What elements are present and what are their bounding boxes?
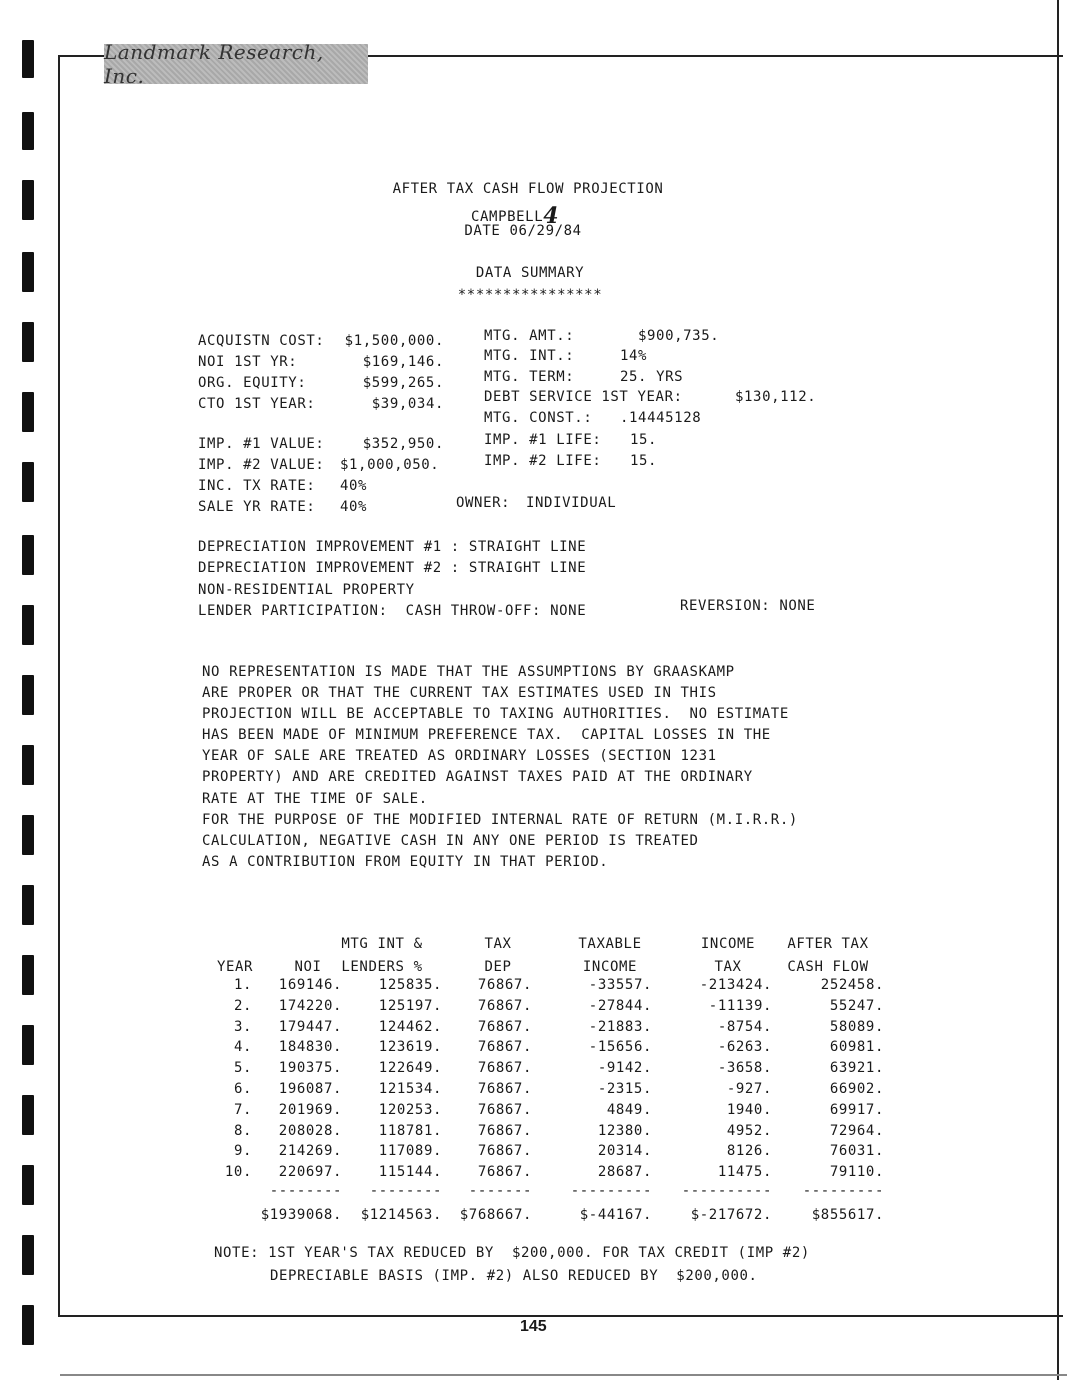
summary-value: 40% [340,478,368,494]
table-total: $-217672. [690,1207,772,1223]
summary-value: $130,112. [735,389,817,405]
summary-label: IMP. #1 VALUE: [198,436,325,452]
tax-note: DEPRECIABLE BASIS (IMP. #2) ALSO REDUCED BY $200,000. [270,1268,758,1284]
tax-note: NOTE: 1ST YEAR'S TAX REDUCED BY $200,000. FOR TAX CREDIT (IMP #2) [214,1245,810,1261]
depreciation-line: DEPRECIATION IMPROVEMENT #1 : STRAIGHT LINE [198,539,587,555]
table-header: LENDERS % [341,959,423,975]
summary-label: MTG. CONST.: [484,410,593,426]
table-cell: 201969. [278,1102,342,1118]
table-cell: 174220. [278,998,342,1014]
table-cell: 58089. [829,1019,884,1035]
table-cell: 2. [233,998,252,1014]
table-cell: 124462. [378,1019,442,1035]
handwritten-mark: 4 [543,203,559,229]
table-cell: 76867. [477,1123,532,1139]
disclaimer-line: CALCULATION, NEGATIVE CASH IN ANY ONE PERIOD IS TREATED [202,833,699,849]
table-total: $768667. [459,1207,532,1223]
table-cell: 125835. [378,977,442,993]
table-cell: 76867. [477,998,532,1014]
table-header: TAXABLE [578,936,642,952]
table-cell: -33557. [588,977,652,993]
table-cell: 76867. [477,977,532,993]
disclaimer-line: PROJECTION WILL BE ACCEPTABLE TO TAXING AUTHORITIES. NO ESTIMATE [202,706,789,722]
table-cell: 169146. [278,977,342,993]
table-cell: 20314. [597,1143,652,1159]
table-header: YEAR [216,959,254,975]
summary-label: DEBT SERVICE 1ST YEAR: [484,389,683,405]
project-name-text: CAMPBELL [471,209,544,225]
table-cell: 76867. [477,1039,532,1055]
table-cell: 1940. [726,1102,772,1118]
disclaimer-line: FOR THE PURPOSE OF THE MODIFIED INTERNAL RATE OF RETURN (M.I.R.R.) [202,812,798,828]
table-cell: 7. [233,1102,252,1118]
table-cell: 123619. [378,1039,442,1055]
table-cell: -21883. [588,1019,652,1035]
table-cell: 63921. [829,1060,884,1076]
summary-label: NOI 1ST YR: [198,354,298,370]
table-cell: -8754. [717,1019,772,1035]
summary-value: 15. [630,453,658,469]
table-header: DEP [484,959,512,975]
table-total: $855617. [811,1207,884,1223]
table-cell: 12380. [597,1123,652,1139]
table-cell: 76867. [477,1081,532,1097]
table-cell: -927. [726,1081,772,1097]
table-cell: -6263. [717,1039,772,1055]
table-separator: -------- [369,1183,442,1199]
table-cell: 8. [233,1123,252,1139]
table-cell: -27844. [588,998,652,1014]
table-cell: -15656. [588,1039,652,1055]
summary-value: $599,265. [362,375,444,391]
table-cell: 196087. [278,1081,342,1097]
table-total: $1939068. [260,1207,342,1223]
summary-value: $1,000,050. [340,457,440,473]
summary-label: MTG. TERM: [484,369,575,385]
table-cell: 11475. [717,1164,772,1180]
table-cell: 8126. [726,1143,772,1159]
table-separator: --------- [570,1183,652,1199]
table-cell: 6. [233,1081,252,1097]
table-cell: 76867. [477,1102,532,1118]
disclaimer-line: RATE AT THE TIME OF SALE. [202,791,428,807]
table-cell: 4952. [726,1123,772,1139]
table-cell: 55247. [829,998,884,1014]
table-cell: 76867. [477,1143,532,1159]
table-cell: 252458. [820,977,884,993]
table-separator: --------- [802,1183,884,1199]
disclaimer-line: ARE PROPER OR THAT THE CURRENT TAX ESTIMATES USED IN THIS [202,685,717,701]
summary-label: ORG. EQUITY: [198,375,307,391]
table-cell: -2315. [597,1081,652,1097]
page-number: 145 [520,1318,547,1335]
table-cell: 10. [224,1164,252,1180]
section-underline: **************** [457,287,603,303]
table-separator: ------- [468,1183,532,1199]
table-cell: 4. [233,1039,252,1055]
summary-label: SALE YR RATE: [198,499,316,515]
summary-value: $39,034. [371,396,444,412]
company-logo: Landmark Research, Inc. [104,44,368,84]
table-header: AFTER TAX [787,936,869,952]
table-cell: 184830. [278,1039,342,1055]
table-cell: 76867. [477,1019,532,1035]
summary-label: CTO 1ST YEAR: [198,396,316,412]
table-cell: 76031. [829,1143,884,1159]
table-cell: 79110. [829,1164,884,1180]
lender-participation: LENDER PARTICIPATION: CASH THROW-OFF: NONE [198,603,587,619]
table-cell: 122649. [378,1060,442,1076]
table-header: CASH FLOW [787,959,869,975]
reversion: REVERSION: NONE [680,598,816,614]
table-cell: 208028. [278,1123,342,1139]
report-title: AFTER TAX CASH FLOW PROJECTION [392,181,664,197]
summary-label: IMP. #1 LIFE: [484,432,602,448]
disclaimer-line: YEAR OF SALE ARE TREATED AS ORDINARY LOSSES (SECTION 1231 [202,748,717,764]
table-cell: 117089. [378,1143,442,1159]
table-cell: 4849. [606,1102,652,1118]
property-type: NON-RESIDENTIAL PROPERTY [198,582,415,598]
summary-value: $169,146. [362,354,444,370]
summary-value: .14445128 [620,410,702,426]
summary-label: MTG. INT.: [484,348,575,364]
summary-value: 14% [620,348,648,364]
disclaimer-line: NO REPRESENTATION IS MADE THAT THE ASSUMPTIONS BY GRAASKAMP [202,664,735,680]
summary-value: $352,950. [362,436,444,452]
table-cell: 60981. [829,1039,884,1055]
table-cell: -213424. [699,977,772,993]
table-header: MTG INT & [341,936,423,952]
table-cell: 5. [233,1060,252,1076]
report-date: DATE 06/29/84 [464,223,582,239]
summary-label: IMP. #2 VALUE: [198,457,325,473]
table-cell: 76867. [477,1060,532,1076]
table-cell: 76867. [477,1164,532,1180]
table-cell: 190375. [278,1060,342,1076]
table-total: $1214563. [360,1207,442,1223]
summary-value: INDIVIDUAL [526,495,617,511]
table-cell: 121534. [378,1081,442,1097]
table-cell: -3658. [717,1060,772,1076]
table-cell: 118781. [378,1123,442,1139]
table-cell: 220697. [278,1164,342,1180]
table-cell: 214269. [278,1143,342,1159]
summary-label: OWNER: [456,495,511,511]
summary-label: INC. TX RATE: [198,478,316,494]
summary-label: IMP. #2 LIFE: [484,453,602,469]
summary-value: $1,500,000. [344,333,444,349]
page-edge-bottom [60,1374,1067,1376]
summary-value: 40% [340,499,368,515]
table-separator: -------- [269,1183,342,1199]
table-cell: 72964. [829,1123,884,1139]
depreciation-line: DEPRECIATION IMPROVEMENT #2 : STRAIGHT LINE [198,560,587,576]
disclaimer-line: HAS BEEN MADE OF MINIMUM PREFERENCE TAX. CAPITAL LOSSES IN THE [202,727,771,743]
section-title: DATA SUMMARY [475,265,585,281]
table-header: INCOME [700,936,756,952]
table-header: INCOME [582,959,638,975]
table-cell: 125197. [378,998,442,1014]
table-cell: -11139. [708,998,772,1014]
table-total: $-44167. [579,1207,652,1223]
summary-value: $900,735. [638,328,720,344]
table-cell: 28687. [597,1164,652,1180]
table-header: NOI [294,959,322,975]
table-cell: 69917. [829,1102,884,1118]
table-cell: 179447. [278,1019,342,1035]
table-cell: 66902. [829,1081,884,1097]
summary-label: ACQUISTN COST: [198,333,325,349]
disclaimer-line: AS A CONTRIBUTION FROM EQUITY IN THAT PERIOD. [202,854,609,870]
table-cell: 1. [233,977,252,993]
table-cell: -9142. [597,1060,652,1076]
disclaimer-line: PROPERTY) AND ARE CREDITED AGAINST TAXES PAID AT THE ORDINARY [202,769,753,785]
summary-value: 25. YRS [620,369,684,385]
table-cell: 9. [233,1143,252,1159]
table-header: TAX [484,936,512,952]
table-cell: 120253. [378,1102,442,1118]
summary-value: 15. [630,432,658,448]
summary-label: MTG. AMT.: [484,328,575,344]
table-cell: 115144. [378,1164,442,1180]
table-separator: ---------- [681,1183,772,1199]
table-cell: 3. [233,1019,252,1035]
table-header: TAX [714,959,742,975]
